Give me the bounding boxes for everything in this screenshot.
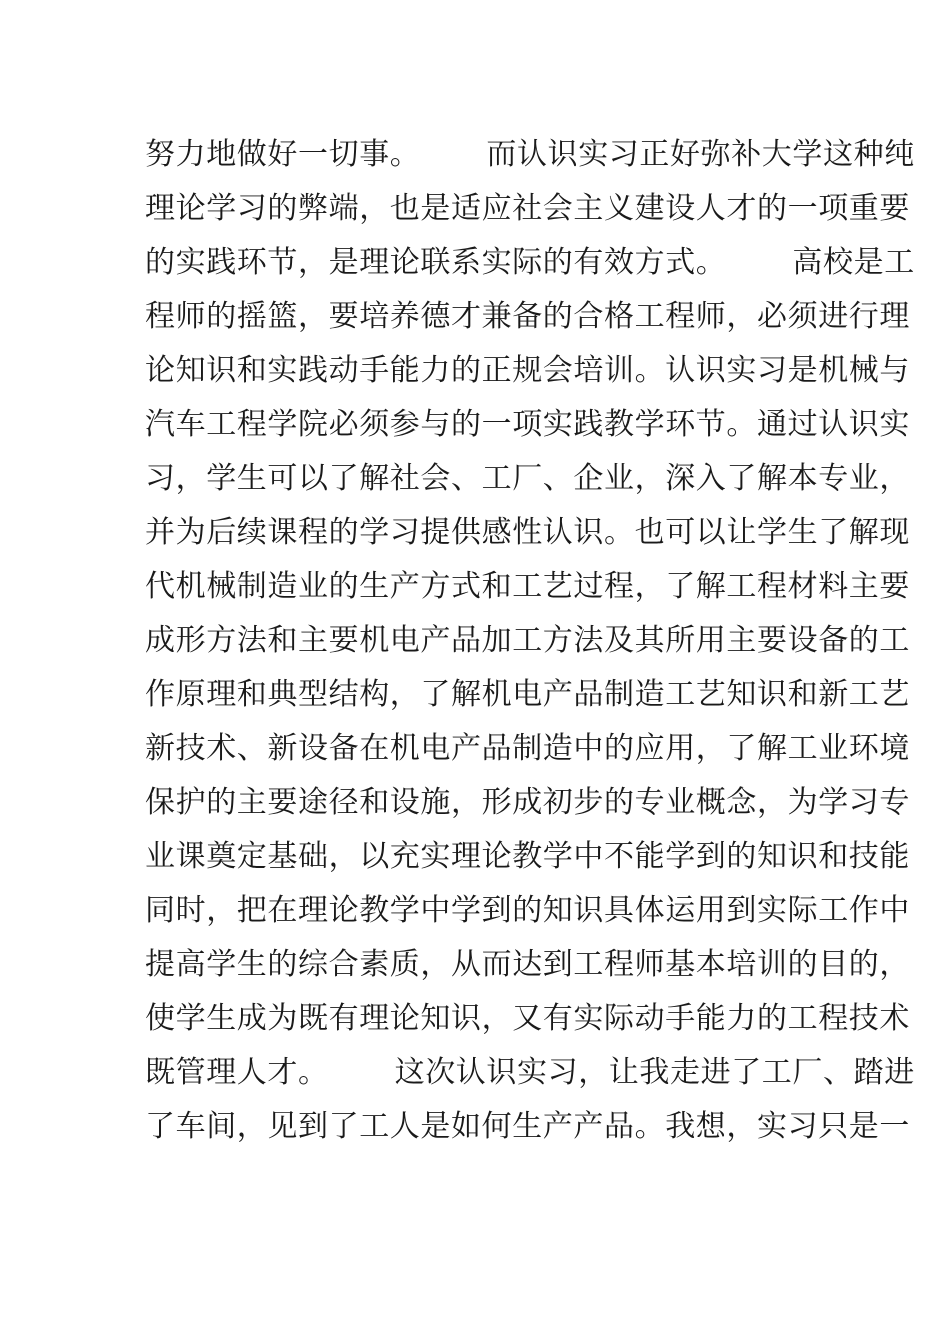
text-segment: 同时，把在理论教学中学到的知识具体运用到实际工作中 [145,893,910,928]
text-segment: 成形方法和主要机电产品加工方法及其所用主要设备的工 [145,623,910,658]
text-line [145,560,910,614]
text-line [145,938,910,992]
text-segment: 理论学习的弊端，也是适应社会主义建设人才的一项重要 [145,191,910,226]
text-line [145,614,910,668]
text-segment: 而认识实习正好弥补大学这种纯 [486,137,915,172]
text-line [145,398,910,452]
text-line [145,236,915,290]
text-segment: 高校是工 [792,245,915,280]
text-segment: 代机械制造业的生产方式和工艺过程，了解工程材料主要 [145,569,910,604]
text-line [145,290,910,344]
body-text [145,128,915,1154]
text-line [145,992,910,1046]
text-segment: 作原理和典型结构，了解机电产品制造工艺知识和新工艺 [145,677,910,712]
text-line [145,776,910,830]
text-line [145,344,910,398]
text-segment: 业课奠定基础，以充实理论教学中不能学到的知识和技能 [145,839,910,874]
text-segment: 新技术、新设备在机电产品制造中的应用，了解工业环境 [145,731,910,766]
text-segment: 提高学生的综合素质，从而达到工程师基本培训的目的， [145,947,910,982]
text-segment: 习，学生可以了解社会、工厂、企业，深入了解本专业， [145,461,910,496]
text-segment: 既管理人才。 [145,1055,329,1090]
text-line [145,668,910,722]
text-segment: 程师的摇篮，要培养德才兼备的合格工程师，必须进行理 [145,299,910,334]
text-segment: 保护的主要途径和设施，形成初步的专业概念，为学习专 [145,785,910,820]
text-segment: 使学生成为既有理论知识，又有实际动手能力的工程技术 [145,1001,910,1036]
text-line [145,452,910,506]
text-segment: 了车间，见到了工人是如何生产产品。我想，实习只是一 [145,1109,910,1144]
text-line [145,884,910,938]
text-segment: 的实践环节，是理论联系实际的有效方式。 [145,245,727,280]
text-line [145,182,910,236]
text-line [145,506,910,560]
text-line [145,722,910,776]
text-line [145,830,910,884]
text-line [145,128,915,182]
text-line [145,1046,915,1100]
text-line [145,1100,910,1154]
text-segment: 论知识和实践动手能力的正规会培训。认识实习是机械与 [145,353,910,388]
text-segment: 汽车工程学院必须参与的一项实践教学环节。通过认识实 [145,407,910,442]
text-segment: 努力地做好一切事。 [145,137,421,172]
text-segment: 这次认识实习，让我走进了工厂、踏进 [394,1055,915,1090]
text-segment: 并为后续课程的学习提供感性认识。也可以让学生了解现 [145,515,910,550]
